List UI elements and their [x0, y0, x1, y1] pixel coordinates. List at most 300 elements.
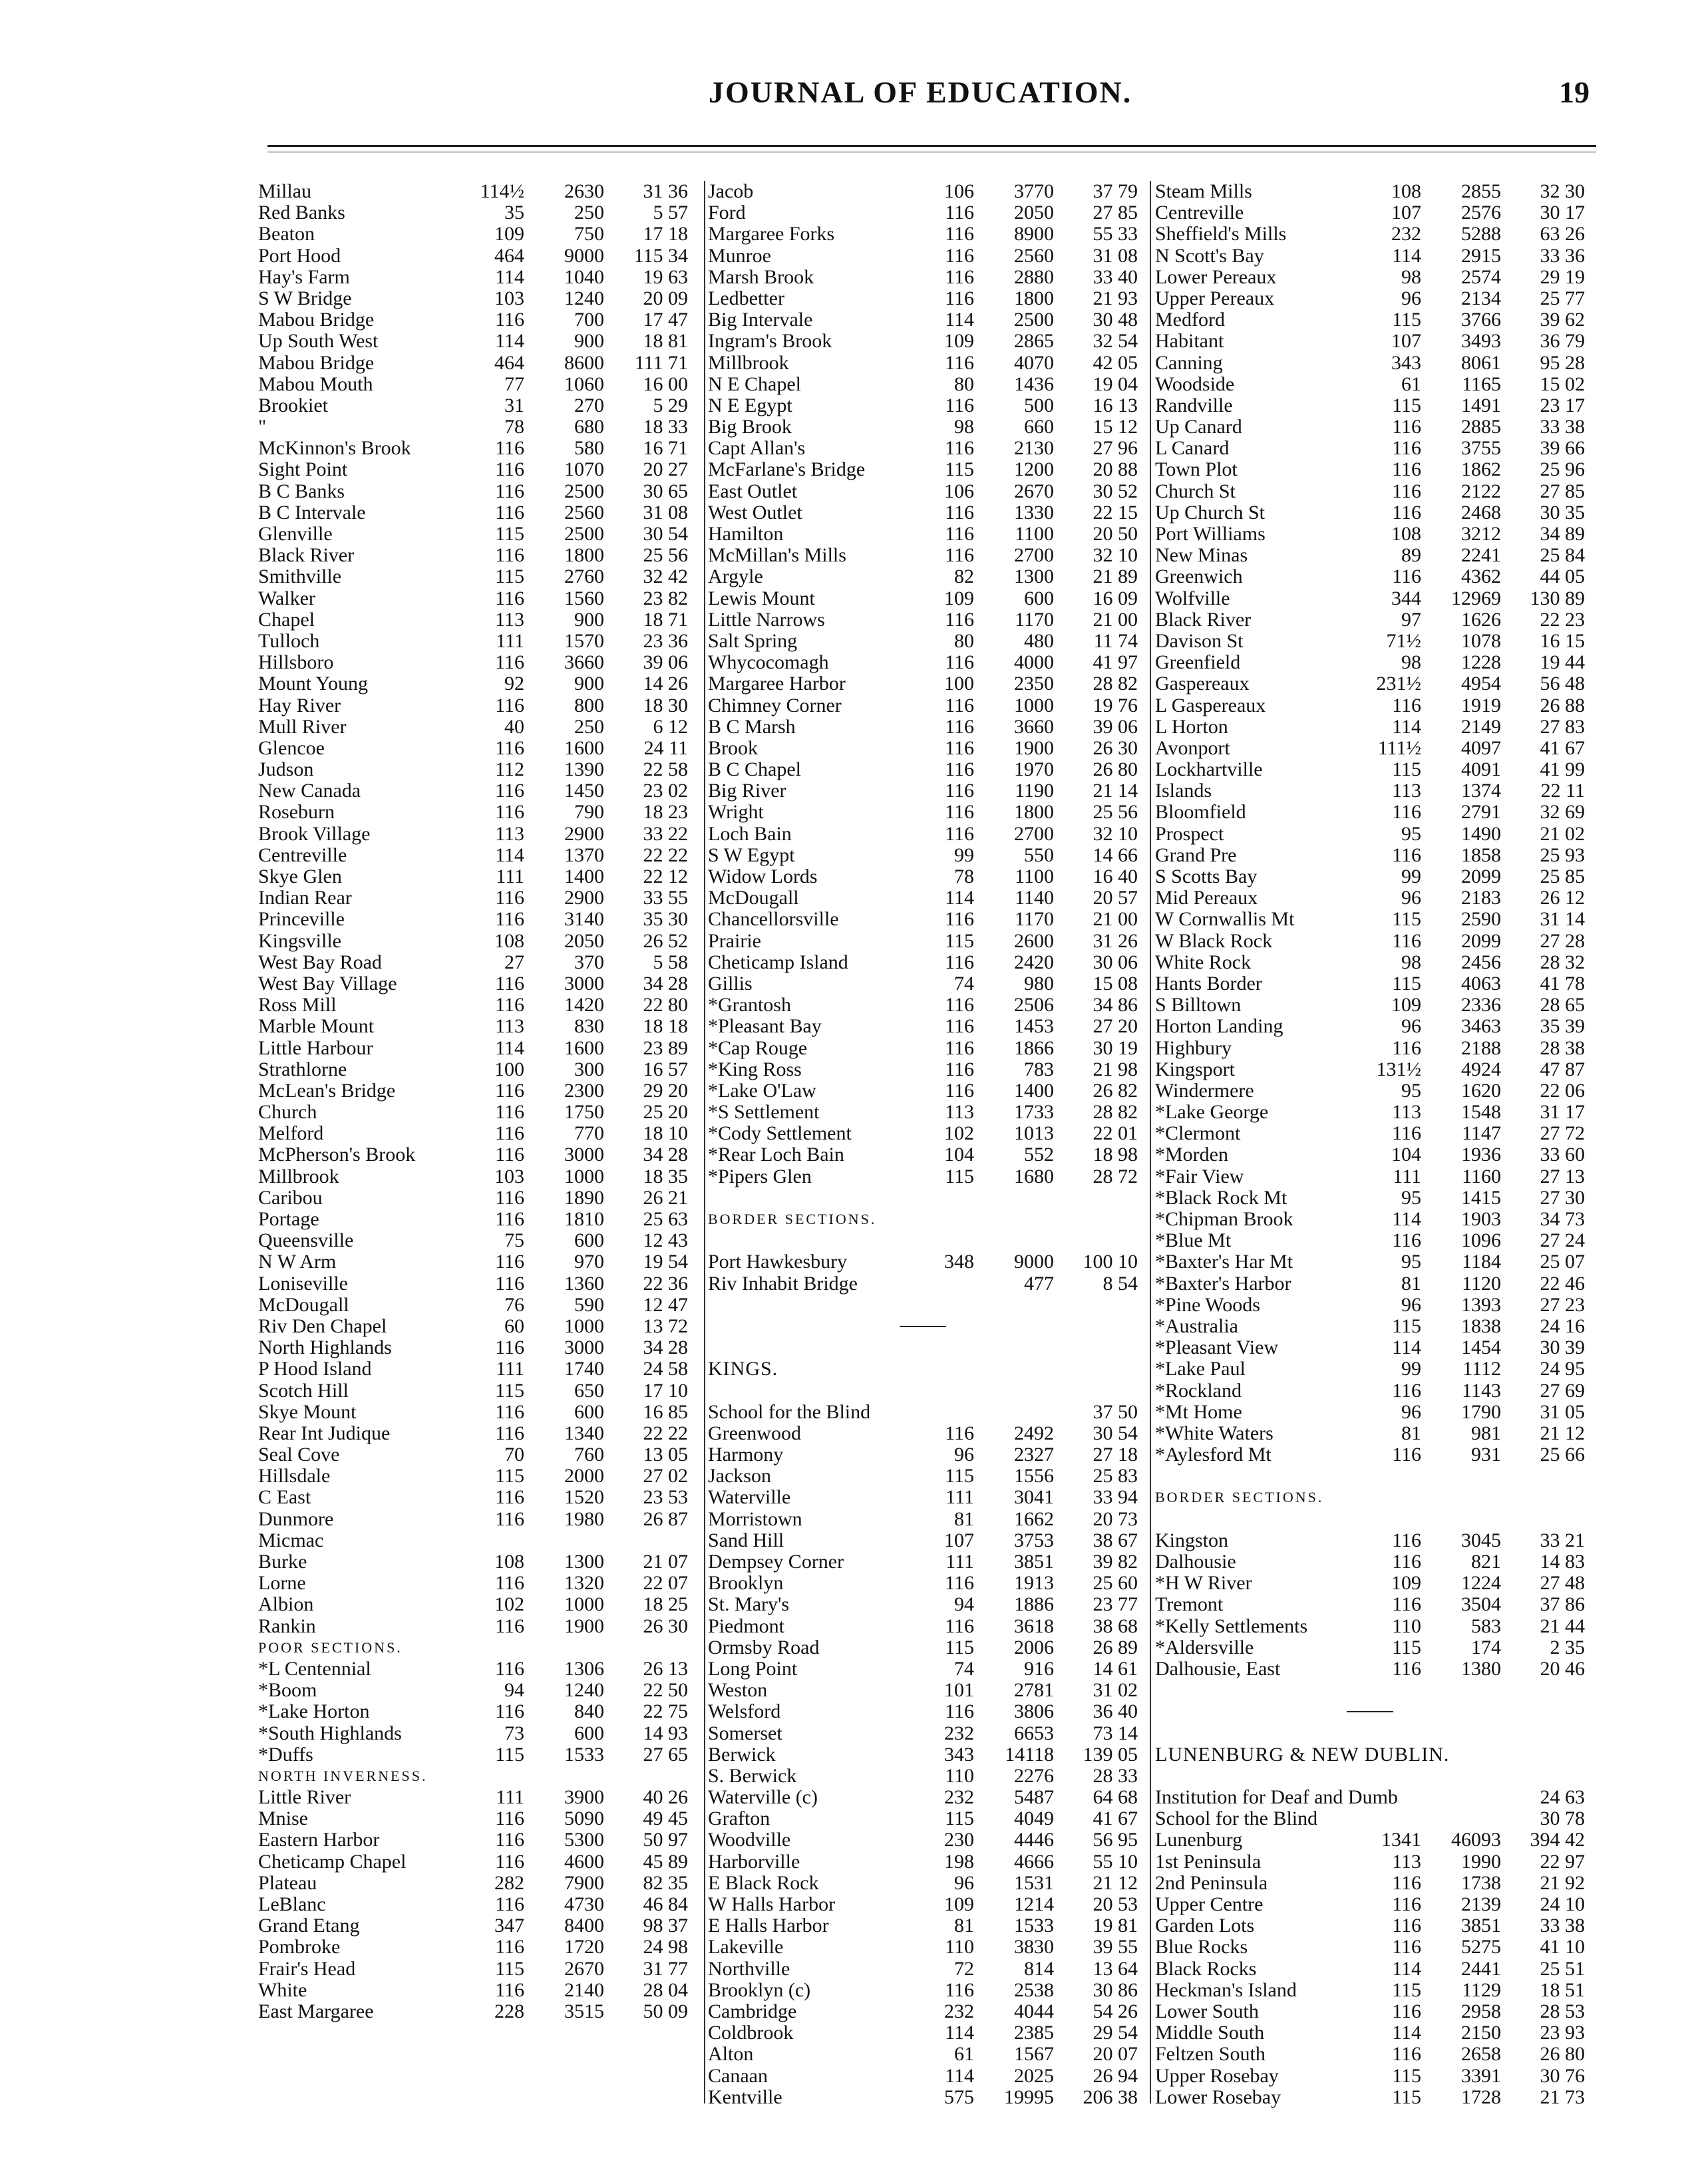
table-row — [258, 1423, 688, 1444]
pupils-value: 40 — [504, 715, 524, 738]
days-value: 1490 — [1461, 822, 1501, 845]
table-row — [1155, 931, 1585, 952]
table-row — [708, 1423, 1138, 1444]
table-row — [708, 887, 1138, 909]
days-value: 370 — [574, 951, 604, 973]
days-value: 3830 — [1014, 1936, 1054, 1958]
pupils-value: 111½ — [1377, 736, 1421, 759]
days-value: 1129 — [1462, 1978, 1501, 2001]
pupils-value: 115 — [945, 1636, 974, 1658]
grant-value: 29 20 — [643, 1079, 688, 1102]
days-value: 1415 — [1461, 1186, 1501, 1209]
table-row — [708, 952, 1138, 973]
table-row — [1155, 845, 1585, 866]
days-value: 3000 — [564, 1336, 604, 1359]
days-value: 3766 — [1461, 309, 1501, 331]
days-value: 1453 — [1014, 1015, 1054, 1038]
grant-value: 82 35 — [643, 1871, 688, 1894]
section-name: Prospect — [1155, 822, 1224, 845]
pupils-value: 116 — [495, 1700, 524, 1723]
days-value: 2139 — [1461, 1893, 1501, 1915]
pupils-value: 115 — [1392, 1636, 1421, 1658]
pupils-value: 70 — [504, 1444, 524, 1466]
table-row — [258, 224, 688, 245]
grant-value: 18 33 — [643, 416, 688, 438]
days-value: 270 — [574, 394, 604, 416]
grant-value: 16 09 — [1093, 587, 1138, 609]
pupils-value: 77 — [504, 373, 524, 395]
grant-value: 139 05 — [1083, 1743, 1138, 1766]
section-name: Mull River — [258, 715, 347, 738]
days-value: 1936 — [1461, 1144, 1501, 1166]
grant-value: 25 63 — [643, 1208, 688, 1230]
days-value: 1240 — [564, 1679, 604, 1702]
section-name: Greenfield — [1155, 651, 1241, 674]
table-row — [258, 1166, 688, 1187]
pupils-value: 116 — [1392, 1871, 1421, 1894]
section-name: Seal Cove — [258, 1444, 340, 1466]
grant-value: 25 56 — [643, 544, 688, 567]
pupils-value: 116 — [495, 437, 524, 460]
grant-value: 22 22 — [643, 844, 688, 866]
table-row — [258, 866, 688, 887]
pupils-value: 109 — [944, 587, 974, 609]
table-row — [708, 288, 1138, 309]
table-row — [1155, 1808, 1585, 1829]
days-value: 4730 — [564, 1893, 604, 1915]
table-row — [258, 909, 688, 930]
section-name: Medford — [1155, 309, 1225, 331]
pupils-value: 107 — [1391, 202, 1421, 224]
grant-value: 32 30 — [1540, 180, 1585, 202]
grant-value: 25 93 — [1540, 844, 1585, 866]
grant-value: 31 36 — [643, 180, 688, 202]
table-row — [1155, 695, 1585, 716]
table-row — [1155, 609, 1585, 631]
table-row — [1155, 181, 1585, 202]
pupils-value: 116 — [945, 287, 974, 309]
days-value: 2500 — [564, 523, 604, 545]
section-name: Big River — [708, 780, 786, 802]
section-name: Tulloch — [258, 629, 320, 652]
days-value: 4362 — [1461, 565, 1501, 588]
grant-value: 35 39 — [1540, 1015, 1585, 1038]
grant-value: 111 71 — [634, 351, 688, 374]
grant-value: 394 42 — [1530, 1829, 1585, 1851]
days-value: 2560 — [564, 501, 604, 524]
days-value: 1520 — [564, 1486, 604, 1509]
section-name: W Black Rock — [1155, 929, 1273, 952]
section-name: Kentville — [708, 2086, 782, 2108]
section-name: *Aylesford Mt — [1155, 1444, 1272, 1466]
days-value: 4044 — [1014, 2000, 1054, 2022]
grant-value: 26 13 — [643, 1657, 688, 1680]
table-row — [708, 909, 1138, 930]
pupils-value: 116 — [945, 608, 974, 631]
grant-value: 23 93 — [1540, 2022, 1585, 2044]
days-value: 1890 — [564, 1186, 604, 1209]
pupils-value: 116 — [495, 1336, 524, 1359]
pupils-value: 96 — [954, 1871, 974, 1894]
pupils-value: 464 — [494, 244, 524, 267]
pupils-value: 116 — [495, 1807, 524, 1830]
pupils-value: 116 — [495, 908, 524, 931]
days-value: 1810 — [564, 1208, 604, 1230]
grant-value: 20 50 — [1093, 523, 1138, 545]
days-value: 4049 — [1014, 1807, 1054, 1830]
section-name: Brook Village — [258, 822, 371, 845]
days-value: 790 — [574, 801, 604, 824]
days-value: 700 — [574, 309, 604, 331]
grant-value: 30 76 — [1540, 2064, 1585, 2087]
days-value: 1491 — [1461, 394, 1501, 416]
days-value: 580 — [574, 437, 604, 460]
days-value: 2560 — [1014, 244, 1054, 267]
grant-value: 30 78 — [1540, 1807, 1585, 1830]
section-name: Glencoe — [258, 736, 325, 759]
section-name: Randville — [1155, 394, 1233, 416]
table-row — [1155, 1530, 1585, 1551]
table-row — [1155, 802, 1585, 823]
county-heading: KINGS. — [708, 1358, 778, 1380]
pupils-value: 232 — [944, 1722, 974, 1744]
table-row — [258, 1102, 688, 1123]
section-name: *S Settlement — [708, 1101, 820, 1124]
table-row — [1155, 1829, 1585, 1851]
days-value: 1060 — [564, 373, 604, 395]
grant-value: 64 68 — [1093, 1786, 1138, 1809]
table-row — [708, 438, 1138, 459]
grant-value: 28 04 — [643, 1978, 688, 2001]
grant-value: 6 12 — [653, 715, 688, 738]
section-name: Little Narrows — [708, 608, 825, 631]
section-name: Woodside — [1155, 373, 1235, 395]
grant-value: 33 94 — [1093, 1486, 1138, 1509]
grant-value: 21 00 — [1093, 908, 1138, 931]
section-name: Lower South — [1155, 2000, 1259, 2022]
table-row — [258, 481, 688, 502]
grant-value: 29 19 — [1540, 265, 1585, 288]
pupils-value: 111 — [945, 1486, 974, 1509]
table-row — [708, 502, 1138, 524]
days-value: 2441 — [1461, 1957, 1501, 1980]
days-value: 9000 — [564, 244, 604, 267]
table-row — [1155, 267, 1585, 288]
table-row — [258, 759, 688, 780]
days-value: 1436 — [1014, 373, 1054, 395]
days-value: 821 — [1471, 1551, 1501, 1573]
section-name: Chimney Corner — [708, 694, 842, 716]
pupils-value: 114 — [1392, 1957, 1421, 1980]
days-value: 4954 — [1461, 673, 1501, 695]
table-row — [1155, 502, 1585, 524]
pupils-value: 116 — [945, 501, 974, 524]
section-name: Avonport — [1155, 736, 1230, 759]
separator-dash — [1155, 1701, 1585, 1722]
pupils-value: 111 — [496, 865, 524, 887]
section-name: Cheticamp Chapel — [258, 1850, 407, 1873]
grant-value: 18 10 — [643, 1122, 688, 1145]
table-row — [1155, 1059, 1585, 1080]
section-name: McFarlane's Bridge — [708, 458, 866, 481]
grant-value: 100 10 — [1083, 1251, 1138, 1273]
days-value: 3770 — [1014, 180, 1054, 202]
section-heading: POOR SECTIONS. — [258, 1638, 403, 1656]
section-name: Lorne — [258, 1572, 306, 1595]
grant-value: 39 62 — [1540, 309, 1585, 331]
grant-value: 14 61 — [1093, 1657, 1138, 1680]
pupils-value: 109 — [1391, 994, 1421, 1016]
table-row — [258, 1295, 688, 1316]
pupils-value: 116 — [945, 715, 974, 738]
days-value: 1800 — [1014, 801, 1054, 824]
section-name: Prairie — [708, 929, 761, 952]
spacer — [708, 1380, 1138, 1402]
days-value: 1400 — [564, 865, 604, 887]
section-name: Middle South — [1155, 2022, 1265, 2044]
table-row — [708, 1980, 1138, 2001]
table-row — [258, 952, 688, 973]
table-row — [708, 1829, 1138, 1851]
grant-value: 16 85 — [643, 1400, 688, 1423]
section-name: Morristown — [708, 1507, 802, 1530]
section-name: Hay's Farm — [258, 265, 350, 288]
pupils-value: 116 — [1392, 2043, 1421, 2066]
pupils-value: 112 — [495, 758, 524, 781]
days-value: 1400 — [1014, 1079, 1054, 1102]
pupils-value: 116 — [495, 1101, 524, 1124]
table-row — [1155, 995, 1585, 1016]
section-name: Port Hood — [258, 244, 341, 267]
table-row — [258, 181, 688, 202]
grant-value: 30 54 — [643, 523, 688, 545]
pupils-value: 80 — [954, 373, 974, 395]
grant-value: 31 05 — [1540, 1400, 1585, 1423]
grant-value: 95 28 — [1540, 351, 1585, 374]
table-row — [258, 1530, 688, 1551]
table-row — [1155, 1337, 1585, 1358]
grant-value: 26 30 — [643, 1615, 688, 1637]
pupils-value: 116 — [1392, 1551, 1421, 1573]
pupils-value: 103 — [494, 287, 524, 309]
pupils-value: 228 — [494, 2000, 524, 2022]
table-row — [708, 631, 1138, 652]
days-value: 1390 — [564, 758, 604, 781]
table-row — [258, 609, 688, 631]
grant-value: 24 10 — [1540, 1893, 1585, 1915]
days-value: 783 — [1024, 1058, 1054, 1080]
pupils-value: 81 — [1401, 1422, 1421, 1444]
days-value: 1913 — [1014, 1572, 1054, 1595]
section-name: N Scott's Bay — [1155, 244, 1264, 267]
pupils-value: 104 — [1391, 1144, 1421, 1166]
days-value — [974, 1402, 1054, 1423]
grant-value: 23 89 — [643, 1036, 688, 1059]
section-name: Big Intervale — [708, 309, 813, 331]
grant-value: 32 10 — [1093, 544, 1138, 567]
table-row — [708, 802, 1138, 823]
table-row — [258, 1251, 688, 1273]
grant-value: 20 46 — [1540, 1657, 1585, 1680]
section-name: Brooklyn (c) — [708, 1978, 811, 2001]
days-value: 2420 — [1014, 951, 1054, 973]
section-name: Dunmore — [258, 1507, 334, 1530]
pupils-value: 116 — [495, 480, 524, 502]
grant-value: 27 18 — [1093, 1444, 1138, 1466]
grant-value: 21 07 — [643, 1551, 688, 1573]
section-name: Micmac — [258, 1529, 324, 1551]
pupils-value: 198 — [944, 1850, 974, 1873]
grant-value: 28 82 — [1093, 1101, 1138, 1124]
days-value: 1306 — [564, 1657, 604, 1680]
section-name: Hillsboro — [258, 651, 334, 674]
table-row — [258, 1273, 688, 1295]
pupils-value: 116 — [945, 1058, 974, 1080]
grant-value: 19 63 — [643, 265, 688, 288]
grant-value: 39 82 — [1093, 1551, 1138, 1573]
days-value: 3463 — [1461, 1015, 1501, 1038]
grant-value: 19 76 — [1093, 694, 1138, 716]
grant-value: 26 88 — [1540, 694, 1585, 716]
grant-value: 39 06 — [643, 651, 688, 674]
pupils-value: 1341 — [1381, 1829, 1421, 1851]
table-row — [258, 1873, 688, 1894]
pupils-value: 116 — [945, 394, 974, 416]
grant-value: 50 09 — [643, 2000, 688, 2022]
pupils-value: 114 — [945, 309, 974, 331]
pupils-value: 108 — [494, 1551, 524, 1573]
days-value: 600 — [574, 1400, 604, 1423]
pupils-value: 116 — [495, 1850, 524, 1873]
pupils-value: 232 — [1391, 223, 1421, 245]
days-value: 1720 — [564, 1936, 604, 1958]
table-row — [258, 202, 688, 224]
days-value: 2885 — [1461, 416, 1501, 438]
grant-value: 44 05 — [1540, 565, 1585, 588]
grant-value: 29 54 — [1093, 2022, 1138, 2044]
section-name: Albion — [258, 1593, 314, 1616]
table-row — [1155, 1273, 1585, 1295]
days-value: 1454 — [1461, 1336, 1501, 1359]
grant-value: 27 85 — [1540, 480, 1585, 502]
grant-value: 12 47 — [643, 1293, 688, 1316]
section-name: Gaspereaux — [1155, 673, 1250, 695]
grant-value: 22 80 — [643, 994, 688, 1016]
section-name: Strathlorne — [258, 1058, 347, 1080]
pupils-value: 94 — [954, 1593, 974, 1616]
grant-value: 34 89 — [1540, 523, 1585, 545]
grant-value: 20 07 — [1093, 2043, 1138, 2066]
grant-value: 38 67 — [1093, 1529, 1138, 1551]
section-name: *Lake Horton — [258, 1700, 370, 1723]
grant-value: 26 80 — [1093, 758, 1138, 781]
section-name: Brookiet — [258, 394, 328, 416]
grant-value: 22 11 — [1540, 780, 1585, 802]
grant-value: 21 93 — [1093, 287, 1138, 309]
section-name: Skye Mount — [258, 1400, 357, 1423]
section-name: Horton Landing — [1155, 1015, 1283, 1038]
table-row — [258, 1937, 688, 1958]
pupils-value: 116 — [945, 736, 974, 759]
grant-value: 16 15 — [1540, 629, 1585, 652]
pupils-value: 95 — [1401, 1186, 1421, 1209]
grant-value: 19 54 — [643, 1251, 688, 1273]
section-name: Margaree Forks — [708, 223, 835, 245]
grant-value: 26 52 — [643, 929, 688, 952]
section-name: Upper Pereaux — [1155, 287, 1275, 309]
pupils-value: 114 — [1392, 715, 1421, 738]
days-value: 1374 — [1461, 780, 1501, 802]
grant-value: 12 43 — [643, 1229, 688, 1252]
section-name: *H W River — [1155, 1572, 1252, 1595]
pupils-value: 60 — [504, 1315, 524, 1337]
table-row — [708, 374, 1138, 395]
table-row — [1155, 1423, 1585, 1444]
section-name: N W Arm — [258, 1251, 337, 1273]
section-name: Capt Allan's — [708, 437, 806, 460]
grant-value: 8 54 — [1103, 1272, 1138, 1295]
table-row — [1155, 374, 1585, 395]
section-name: Eastern Harbor — [258, 1829, 380, 1851]
section-name: Caribou — [258, 1186, 323, 1209]
pupils-value: 116 — [1392, 480, 1421, 502]
section-name: *Cody Settlement — [708, 1122, 852, 1145]
section-name: Glenville — [258, 523, 333, 545]
days-value: 4924 — [1461, 1058, 1501, 1080]
table-row — [258, 1509, 688, 1530]
pupils-value: 114 — [495, 844, 524, 866]
days-value: 3755 — [1461, 437, 1501, 460]
table-row — [258, 245, 688, 267]
grant-value: 28 32 — [1540, 951, 1585, 973]
section-name: Ledbetter — [708, 287, 784, 309]
days-value: 1013 — [1014, 1122, 1054, 1145]
section-name: N E Chapel — [708, 373, 801, 395]
days-value: 3851 — [1461, 1915, 1501, 1937]
table-row — [258, 1723, 688, 1744]
section-name: Waterville — [708, 1486, 791, 1509]
pupils-value: 110 — [945, 1764, 974, 1787]
separator-dash — [708, 1316, 1138, 1337]
section-name: B C Marsh — [708, 715, 796, 738]
section-name: Mid Pereaux — [1155, 887, 1258, 909]
grant-value: 36 40 — [1093, 1700, 1138, 1723]
section-name: Hillsdale — [258, 1465, 331, 1487]
pupils-value: 116 — [495, 458, 524, 481]
pupils-value: 116 — [1392, 1379, 1421, 1402]
section-name: Mnise — [258, 1807, 308, 1830]
grant-value: 22 12 — [643, 865, 688, 887]
days-value: 750 — [574, 223, 604, 245]
section-name: Greenwich — [1155, 565, 1243, 588]
pupils-value: 111 — [496, 1786, 524, 1809]
table-row — [258, 524, 688, 545]
section-name: L Canard — [1155, 437, 1230, 460]
grant-value: 27 30 — [1540, 1186, 1585, 1209]
section-name: *Cap Rouge — [708, 1036, 808, 1059]
grant-value: 20 88 — [1093, 458, 1138, 481]
days-value: 1886 — [1014, 1593, 1054, 1616]
days-value: 1228 — [1461, 651, 1501, 674]
grant-value: 24 11 — [643, 736, 688, 759]
pupils-value: 113 — [495, 1015, 524, 1038]
days-value: 650 — [574, 1379, 604, 1402]
grant-value: 98 37 — [643, 1915, 688, 1937]
grant-value: 33 60 — [1540, 1144, 1585, 1166]
days-value: 1838 — [1461, 1315, 1501, 1337]
section-name: Windermere — [1155, 1079, 1254, 1102]
table-row — [258, 738, 688, 759]
